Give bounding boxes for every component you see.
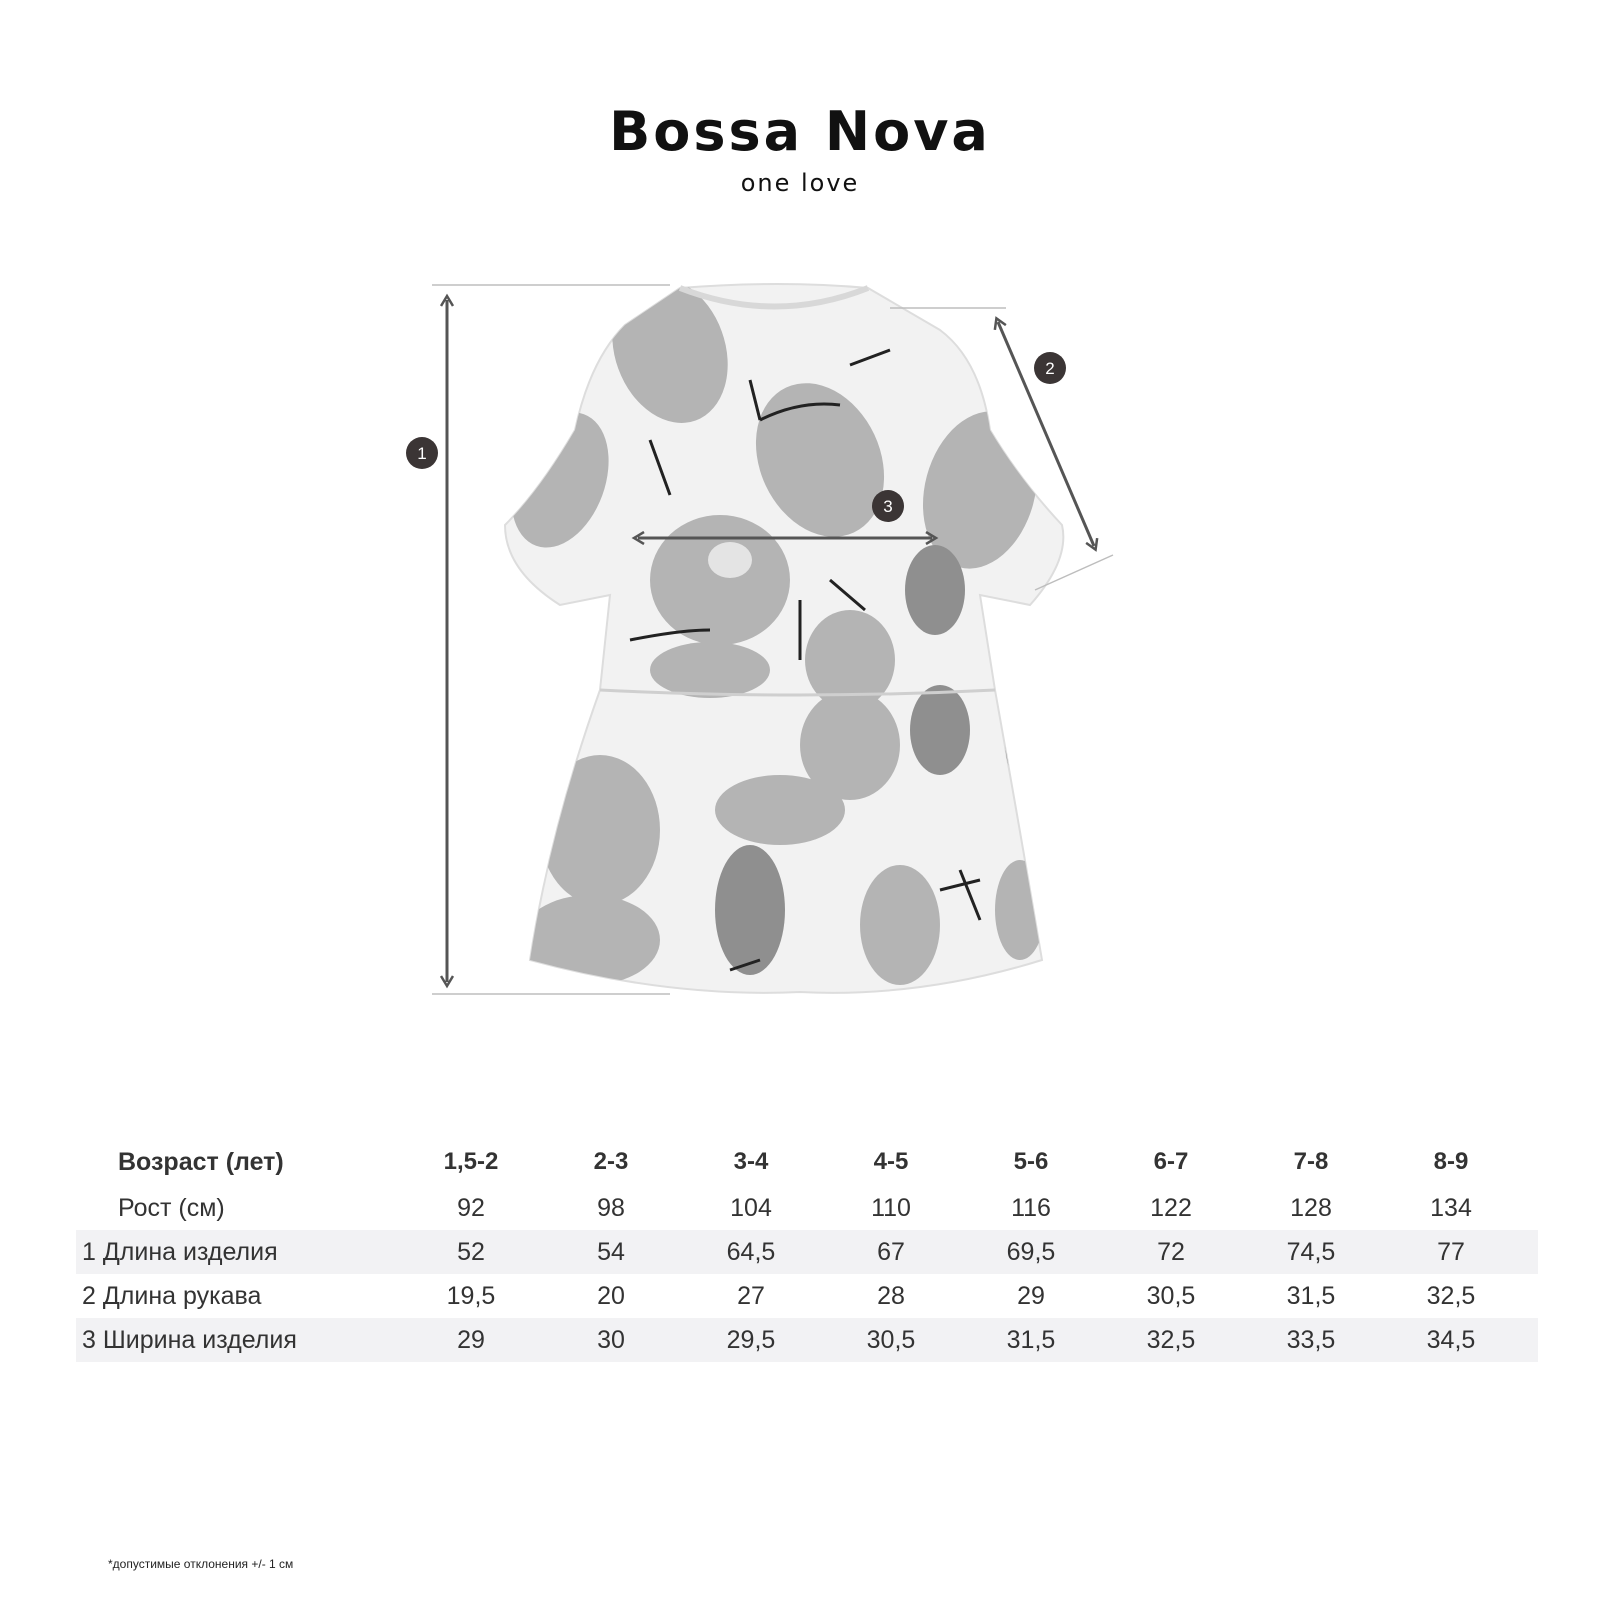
table-header-row xyxy=(76,1138,1538,1186)
marker-1-label: 1 xyxy=(417,444,427,463)
table-header-cell: 6-7 xyxy=(1153,1148,1189,1175)
table-row xyxy=(76,1186,1538,1230)
table-cell: 134 xyxy=(1430,1193,1472,1222)
table-header-label: Возраст (лет) xyxy=(118,1147,284,1176)
table-cell: 128 xyxy=(1290,1193,1332,1222)
table-cell: 30,5 xyxy=(866,1325,916,1354)
table-header-cell: 3-4 xyxy=(733,1148,769,1175)
table-cell: 110 xyxy=(871,1193,911,1222)
marker-3-label: 3 xyxy=(883,497,893,516)
table-cell: 52 xyxy=(457,1237,485,1266)
table-cell: 32,5 xyxy=(1146,1325,1196,1354)
table-header-cell: 8-9 xyxy=(1433,1148,1469,1175)
row-label: 1 Длина изделия xyxy=(82,1237,278,1266)
table-header-cell: 5-6 xyxy=(1013,1148,1049,1175)
table-cell: 122 xyxy=(1150,1193,1192,1222)
dress-illustration xyxy=(494,270,1064,993)
table-cell: 29,5 xyxy=(726,1325,776,1354)
marker-2-label: 2 xyxy=(1045,359,1055,378)
table-cell: 104 xyxy=(730,1193,772,1222)
table-row xyxy=(76,1230,1538,1274)
table-cell: 29 xyxy=(457,1325,485,1354)
brand-subtitle: one love xyxy=(740,169,860,197)
table-cell: 30,5 xyxy=(1146,1281,1196,1310)
table-cell: 64,5 xyxy=(726,1237,776,1266)
table-header-cell: 2-3 xyxy=(593,1148,629,1175)
table-cell: 67 xyxy=(877,1237,905,1266)
table-cell: 27 xyxy=(737,1281,765,1310)
table-cell: 34,5 xyxy=(1426,1325,1476,1354)
table-cell: 74,5 xyxy=(1286,1237,1336,1266)
table-cell: 31,5 xyxy=(1286,1281,1336,1310)
table-cell: 19,5 xyxy=(446,1281,496,1310)
table-row xyxy=(76,1274,1538,1318)
table-cell: 77 xyxy=(1437,1237,1465,1266)
table-cell: 20 xyxy=(597,1281,625,1310)
table-cell: 116 xyxy=(1011,1193,1051,1222)
marker-1 xyxy=(406,437,438,469)
table-header-cell: 7-8 xyxy=(1293,1148,1329,1175)
table-cell: 69,5 xyxy=(1006,1237,1056,1266)
table-cell: 54 xyxy=(597,1237,625,1266)
table-cell: 29 xyxy=(1017,1281,1045,1310)
table-cell: 31,5 xyxy=(1006,1325,1056,1354)
table-cell: 28 xyxy=(877,1281,905,1310)
marker-2 xyxy=(1034,352,1066,384)
dress-measurement-diagram xyxy=(380,270,1140,1030)
row-label: Рост (см) xyxy=(118,1193,225,1222)
table-header-cell: 1,5-2 xyxy=(443,1148,499,1175)
table-row xyxy=(76,1318,1538,1362)
table-cell: 92 xyxy=(457,1193,485,1222)
size-table xyxy=(76,1138,1538,1362)
row-label: 2 Длина рукава xyxy=(82,1281,262,1310)
table-cell: 30 xyxy=(597,1325,625,1354)
brand-logo xyxy=(0,100,1600,197)
tolerance-footnote: *допустимые отклонения +/- 1 см xyxy=(108,1557,294,1571)
marker-3 xyxy=(872,490,904,522)
table-header-cell: 4-5 xyxy=(873,1148,909,1175)
table-cell: 72 xyxy=(1157,1237,1185,1266)
table-cell: 33,5 xyxy=(1286,1325,1336,1354)
table-cell: 98 xyxy=(597,1193,625,1222)
table-cell: 32,5 xyxy=(1426,1281,1476,1310)
row-label: 3 Ширина изделия xyxy=(82,1325,297,1354)
brand-title: Bossa Nova xyxy=(609,100,991,163)
